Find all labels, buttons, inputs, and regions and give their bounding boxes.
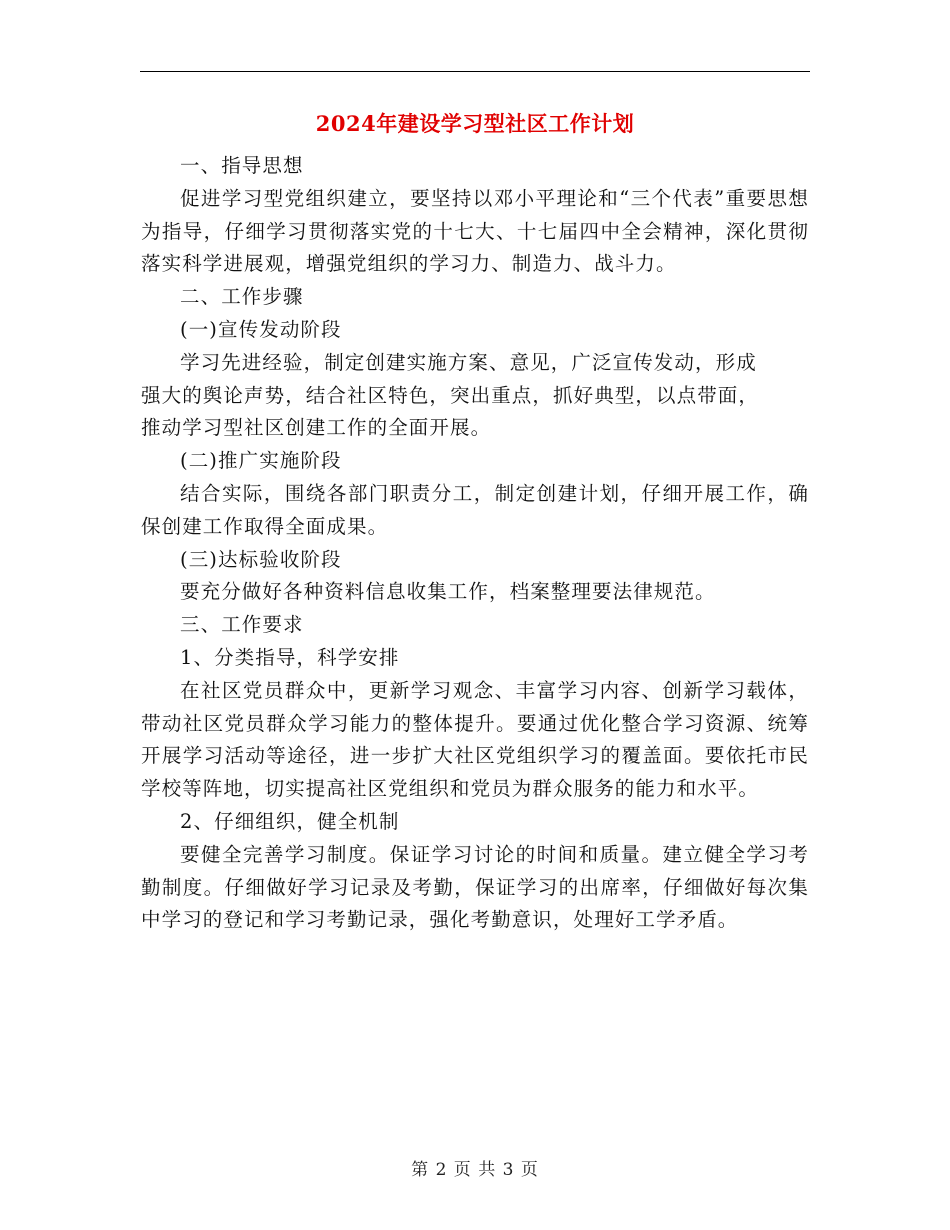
document-body [141,150,809,937]
subheading-acceptance-stage: (三)达标验收阶段 [180,547,342,571]
paragraph-careful-organization: 要健全完善学习制度。保证学习讨论的时间和质量。建立健全学习考勤制度。仔细做好学习记录及考勤，保证学习的出席率，仔细做好每次集中学习的登记和学习考勤记录，强化考勤意识，处理好工学矛盾。 [141,842,809,932]
paragraph-guiding-ideology: 促进学习型党组织建立，要坚持以邓小平理论和“三个代表”重要思想为指导，仔细学习贯彻落实党的十七大、十七届四中全会精神，深化贯彻落实科学进展观，增强党组织的学习力、制造力、战斗力。 [141,186,809,276]
subheading-implementation-stage: (二)推广实施阶段 [180,449,342,473]
section-heading-work-requirements: 三、工作要求 [180,613,304,637]
section-heading-work-steps: 二、工作步骤 [180,285,304,309]
subheading-classified-guidance: 1、分类指导，科学安排 [180,645,400,669]
paragraph-publicity-stage: 学习先进经验，制定创建实施方案、意见，广泛宣传发动，形成 强大的舆论声势，结合社区特色，突出重点，抓好典型，以点带面， 推动学习型社区创建工作的全面开展。 [141,350,760,440]
subheading-publicity-stage: (一)宣传发动阶段 [180,317,342,341]
document-title: 2024年建设学习型社区工作计划 [315,111,635,136]
page-number-footer: 第 2 页 共 3 页 [411,1160,539,1180]
subheading-careful-organization: 2、仔细组织，健全机制 [180,809,400,833]
section-heading-guiding-ideology: 一、指导思想 [180,154,304,177]
paragraph-acceptance-stage: 要充分做好各种资料信息收集工作，档案整理要法律规范。 [180,580,716,604]
header-rule [140,71,810,72]
paragraph-implementation-stage: 结合实际，围绕各部门职责分工，制定创建计划，仔细开展工作，确保创建工作取得全面成果。 [141,481,809,538]
paragraph-classified-guidance: 在社区党员群众中，更新学习观念、丰富学习内容、创新学习载体，带动社区党员群众学习能力的整体提升。要通过优化整合学习资源、统筹开展学习活动等途径，进一步扩大社区党组织学习的覆盖面。要依托市民学校等阵地，切实提高社区党组织和党员为群众服务的能力和水平。 [141,678,809,801]
